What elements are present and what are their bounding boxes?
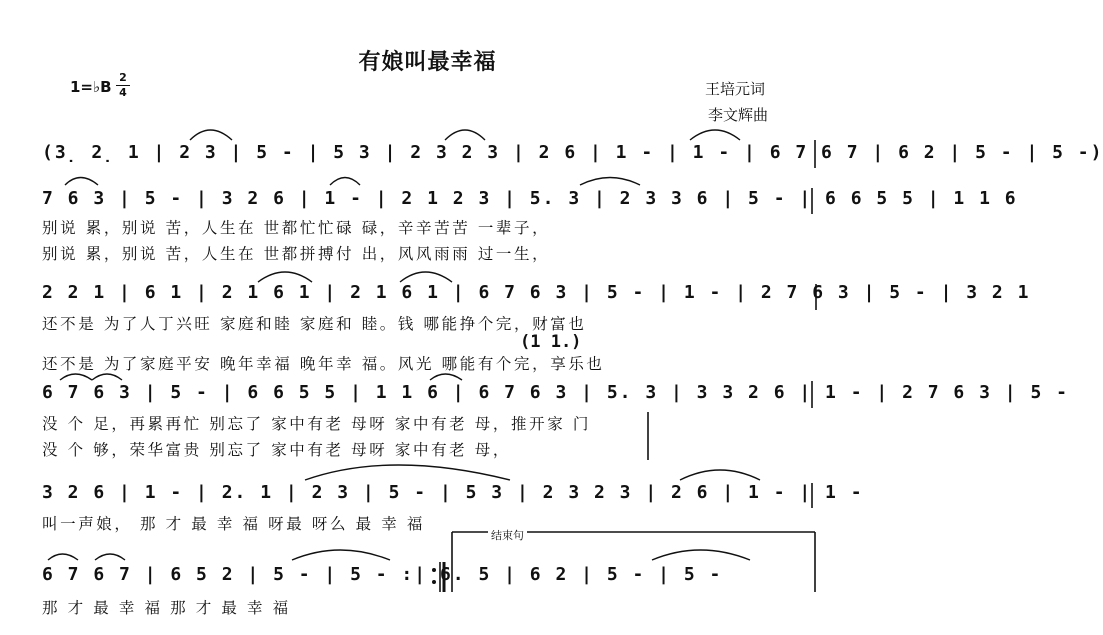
notation-line-1: (3̣ 2̣ 1 | 2 3 | 5 - | 5 3 | 2 3 2 3 | 2 6 | 1 - | 1 - | 6 7 6 7 | 6 2 | 5 - | 5 -) bbox=[42, 142, 1103, 163]
slur bbox=[445, 130, 485, 140]
lyric-line-4: 还不是 为了家庭平安 晚年幸福 晚年幸 福。风光 哪能有个完，享乐也 bbox=[42, 355, 605, 373]
slur bbox=[330, 178, 360, 186]
ending-label: 结束句 bbox=[488, 527, 527, 543]
slur bbox=[48, 554, 78, 560]
lyricist-credit: 王培元词 bbox=[705, 80, 766, 98]
slur bbox=[680, 470, 760, 480]
notation-line-2: 7 6 3 | 5 - | 3 2 6 | 1 - | 2 1 2 3 | 5. 3 | 2 3 3 6 | 5 - | 6 6 5 5 | 1 1 6 bbox=[42, 188, 1018, 209]
lyric-line-2: 别说 累，别说 苦，人生在 世都拼搏付 出，风风雨雨 过一生， bbox=[42, 245, 551, 263]
slur bbox=[690, 130, 740, 140]
notation-line-5: 3 2 6 | 1 - | 2. 1 | 2 3 | 5 - | 5 3 | 2 3 2 3 | 2 6 | 1 - | 1 - bbox=[42, 482, 864, 503]
notation-line-4: 6 7 6 3 | 5 - | 6 6 5 5 | 1 1 6 | 6 7 6 3 | 5. 3 | 3 3 2 6 | 1 - | 2 7 6 3 | 5 - bbox=[42, 382, 1069, 403]
song-title: 有娘叫最幸福 bbox=[358, 50, 497, 75]
slur bbox=[65, 178, 98, 186]
lyric-line-6: 没 个 够，荣华富贵 别忘了 家中有老 母呀 家中有老 母， bbox=[42, 441, 511, 459]
slur bbox=[92, 374, 122, 380]
notation-line-3: 2 2 1 | 6 1 | 2 1 6 1 | 2 1 6 1 | 6 7 6 3 | 5 - | 1 - | 2 7 6 3 | 5 - | 3 2 1 bbox=[42, 282, 1031, 303]
slur bbox=[652, 550, 750, 560]
lyric-line-8: 那 才 最 幸 福 那 才 最 幸 福 bbox=[42, 599, 291, 617]
time-signature-bottom: 4 bbox=[119, 86, 127, 99]
slur bbox=[430, 374, 462, 380]
slur bbox=[292, 550, 390, 560]
lyric-line-1: 别说 累，别说 苦，人生在 世都忙忙碌 碌，辛辛苦苦 一辈子， bbox=[42, 219, 551, 237]
slur bbox=[190, 130, 232, 140]
alternate-notes: (1 1.) bbox=[520, 332, 582, 352]
slur bbox=[60, 374, 92, 380]
key-signature: 1=♭B bbox=[70, 78, 112, 96]
slur bbox=[580, 178, 640, 186]
composer-credit: 李文辉曲 bbox=[708, 106, 769, 124]
lyric-line-3: 还不是 为了人丁兴旺 家庭和睦 家庭和 睦。钱 哪能挣个完，财富也 bbox=[42, 315, 587, 333]
lyric-line-5: 没 个 足，再累再忙 别忘了 家中有老 母呀 家中有老 母，推开家 门 bbox=[42, 415, 591, 433]
time-signature-top: 2 bbox=[119, 71, 127, 84]
slur bbox=[305, 465, 510, 480]
notation-line-6: 6 7 6 7 | 6 5 2 | 5 - | 5 - :| 6. 5 | 6 2 | 5 - | 5 - bbox=[42, 564, 723, 585]
slur bbox=[258, 272, 312, 282]
slur bbox=[95, 554, 125, 560]
lyric-line-7: 叫一声娘， 那 才 最 幸 福 呀最 呀么 最 幸 福 bbox=[42, 515, 425, 533]
slur bbox=[400, 272, 452, 282]
